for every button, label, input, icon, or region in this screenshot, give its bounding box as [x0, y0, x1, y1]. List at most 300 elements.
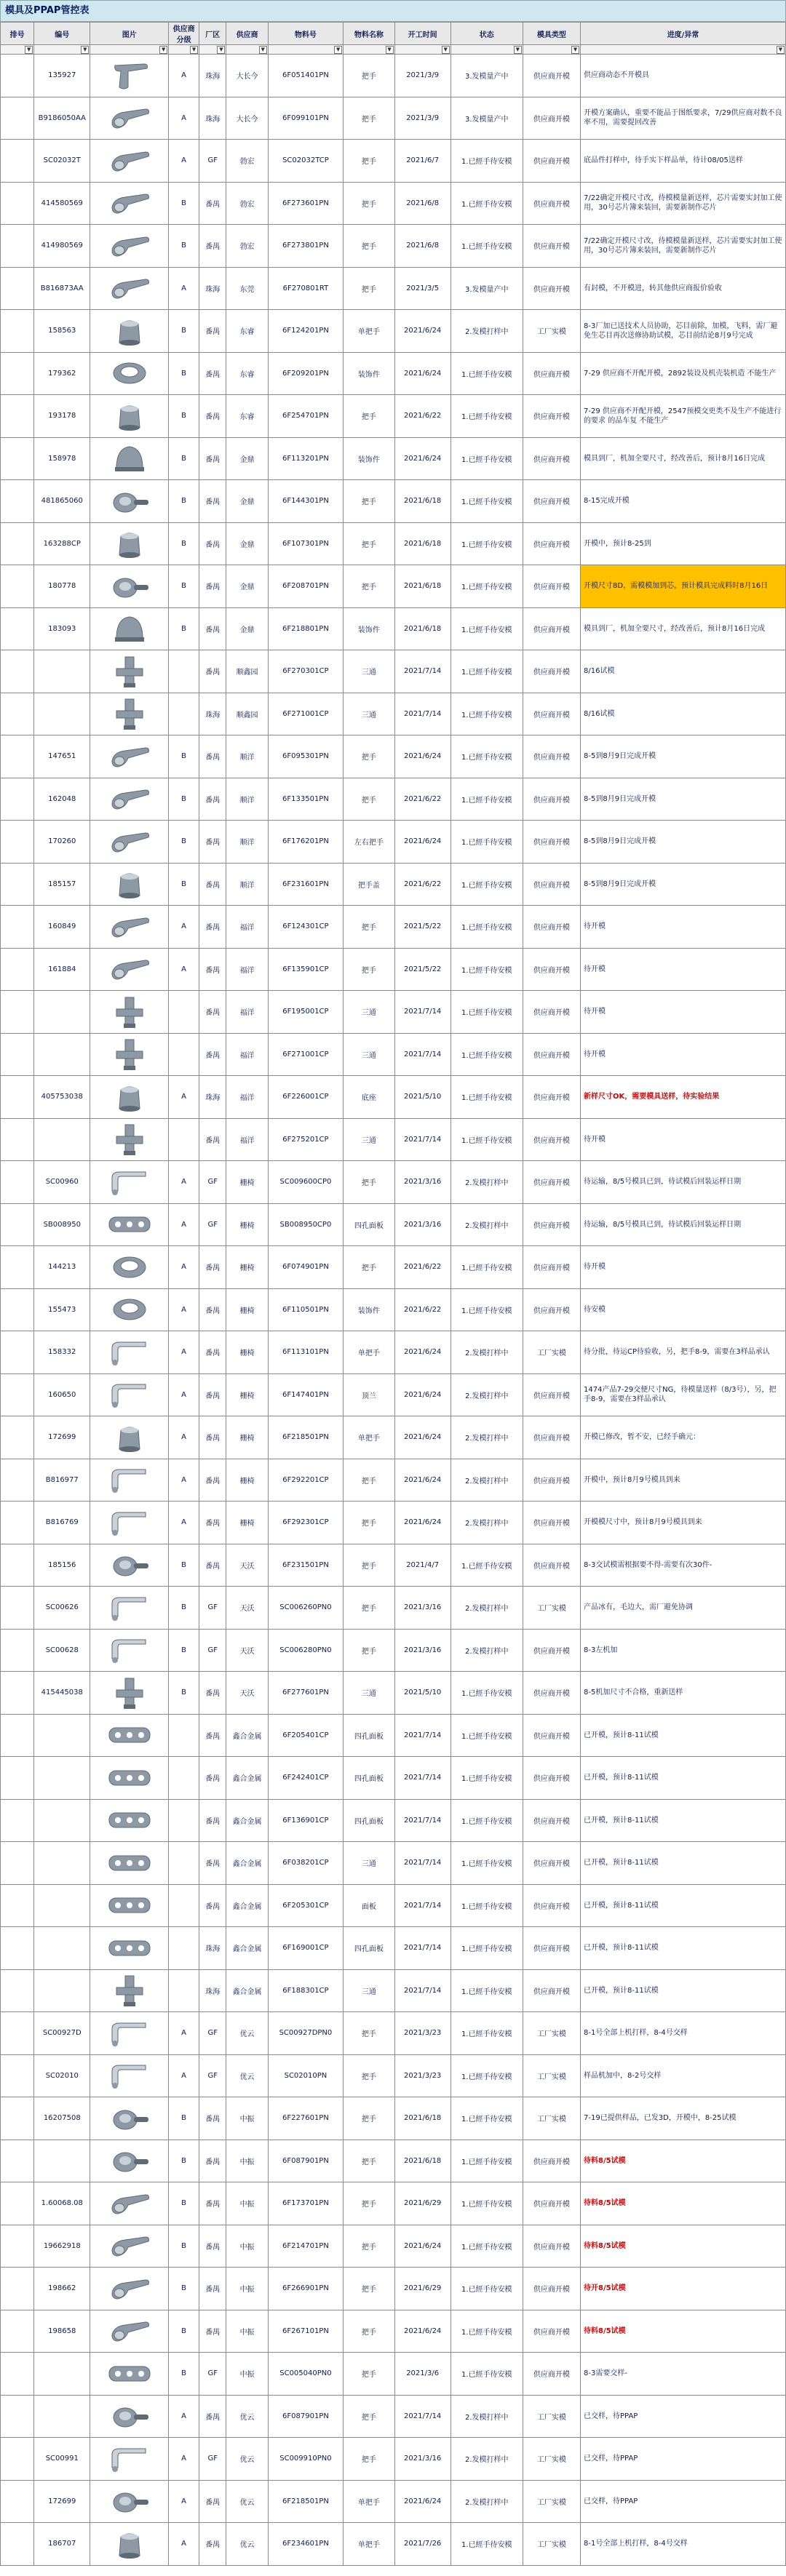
supplier-grade-cell: A — [169, 97, 199, 140]
filter-dropdown-icon[interactable]: ▼ — [217, 46, 225, 54]
part-code-cell: SC00991 — [34, 2438, 90, 2481]
plant-cell: GF — [199, 1161, 226, 1204]
filter-dropdown-icon[interactable]: ▼ — [81, 46, 89, 54]
ring-icon — [106, 1292, 153, 1327]
row-number-cell — [1, 1459, 34, 1502]
supplier-grade-cell: A — [169, 1373, 199, 1416]
material-name-cell: 把手 — [344, 1246, 394, 1289]
material-name-cell: 单把手 — [344, 2480, 394, 2523]
filter-dropdown-icon[interactable]: ▼ — [334, 46, 342, 54]
material-number-cell: 6F095301PN — [268, 735, 343, 778]
start-date-cell: 2021/6/24 — [394, 352, 450, 395]
supplier-cell: 栅椅 — [226, 1502, 268, 1544]
start-date-cell: 2021/6/18 — [394, 480, 450, 523]
row-number-cell — [1, 1203, 34, 1246]
filter-row — [1, 45, 786, 55]
status-cell: 1.已經手待安模 — [450, 1714, 523, 1757]
plant-cell: 番禺 — [199, 480, 226, 523]
material-number-cell: 6F267101PN — [268, 2310, 343, 2353]
mold-type-cell: 工厂实模 — [523, 2395, 580, 2438]
progress-cell: 待运输，8/5号模具已到，待试模后回装运样日期 — [581, 1203, 786, 1246]
mold-type-cell: 供应商开模 — [523, 225, 580, 268]
spout-icon — [106, 2441, 153, 2476]
filter-dropdown-icon[interactable]: ▼ — [259, 46, 267, 54]
mold-type-cell: 供应商开模 — [523, 778, 580, 821]
status-cell: 1.已經手待安模 — [450, 2353, 523, 2396]
progress-cell: 待料8/5试模 — [581, 2310, 786, 2353]
status-cell: 1.已經手待安模 — [450, 1246, 523, 1289]
supplier-grade-cell: A — [169, 906, 199, 949]
table-row — [1, 1544, 786, 1587]
cover-plate-icon — [106, 1846, 153, 1881]
part-code-cell: 170260 — [34, 821, 90, 864]
status-cell: 2.发模打样中 — [450, 1459, 523, 1502]
table-row — [1, 2353, 786, 2396]
picture-cell — [90, 2012, 169, 2055]
knob-icon — [106, 314, 153, 348]
material-number-cell: 6F234601PN — [268, 2523, 343, 2566]
supplier-grade-cell: B — [169, 2353, 199, 2396]
supplier-cell: 栅椅 — [226, 1203, 268, 1246]
filter-dropdown-icon[interactable]: ▼ — [442, 46, 450, 54]
material-number-cell: SC009910PN0 — [268, 2438, 343, 2481]
material-name-cell: 面板 — [344, 1884, 394, 1927]
row-number-cell — [1, 140, 34, 183]
row-number-cell — [1, 1714, 34, 1757]
row-number-cell — [1, 778, 34, 821]
plant-cell: 番禺 — [199, 1544, 226, 1587]
start-date-cell: 2021/7/14 — [394, 1884, 450, 1927]
table-row — [1, 1033, 786, 1076]
material-name-cell: 三通 — [344, 1118, 394, 1161]
part-code-cell: 198662 — [34, 2268, 90, 2310]
material-name-cell: 把手 — [344, 2310, 394, 2353]
progress-cell: 7-19已提供样品，已发3D，开模中，8-25试模 — [581, 2097, 786, 2140]
material-number-cell: 6F099101PN — [268, 97, 343, 140]
plant-cell: 番禺 — [199, 2140, 226, 2182]
supplier-cell: 优云 — [226, 2438, 268, 2481]
material-number-cell: 6F087901PN — [268, 2395, 343, 2438]
plant-cell: 番禺 — [199, 735, 226, 778]
picture-cell — [90, 55, 169, 97]
picture-cell — [90, 1714, 169, 1757]
picture-cell — [90, 1416, 169, 1459]
plant-cell: 番禺 — [199, 821, 226, 864]
part-code-cell: 155473 — [34, 1288, 90, 1331]
plant-cell: 珠海 — [199, 97, 226, 140]
plant-cell: 番禺 — [199, 778, 226, 821]
picture-cell — [90, 1799, 169, 1842]
start-date-cell: 2021/6/7 — [394, 140, 450, 183]
progress-cell: 开模尺寸8D，需模模加到芯，预计模具完成料时8月16日 — [581, 565, 786, 608]
mold-type-cell: 供应商开模 — [523, 1416, 580, 1459]
part-code-cell: 158332 — [34, 1331, 90, 1374]
status-cell: 1.已經手待安模 — [450, 778, 523, 821]
material-name-cell: 四孔面板 — [344, 1203, 394, 1246]
picture-cell — [90, 650, 169, 693]
filter-dropdown-icon[interactable]: ▼ — [571, 46, 579, 54]
picture-cell — [90, 480, 169, 523]
supplier-cell: 鑫合金属 — [226, 1799, 268, 1842]
part-code-cell: 162048 — [34, 778, 90, 821]
mold-type-cell: 供应商开模 — [523, 352, 580, 395]
mold-type-cell: 供应商开模 — [523, 395, 580, 438]
supplier-grade-cell: B — [169, 1544, 199, 1587]
material-name-cell: 把手盖 — [344, 863, 394, 906]
cover-plate-icon — [106, 1803, 153, 1838]
row-number-cell — [1, 906, 34, 949]
lever-handle-icon — [106, 143, 153, 178]
filter-dropdown-icon[interactable]: ▼ — [386, 46, 394, 54]
mold-type-cell: 供应商开模 — [523, 650, 580, 693]
table-row — [1, 97, 786, 140]
plant-cell: 番禺 — [199, 1288, 226, 1331]
mold-type-cell: 工厂实模 — [523, 2523, 580, 2566]
picture-cell — [90, 2225, 169, 2268]
picture-cell — [90, 1587, 169, 1630]
row-number-cell — [1, 2480, 34, 2523]
filter-cell — [581, 45, 786, 55]
table-row — [1, 267, 786, 310]
row-number-cell — [1, 1246, 34, 1289]
supplier-cell: 优云 — [226, 2395, 268, 2438]
material-number-cell: SC02032TCP — [268, 140, 343, 183]
start-date-cell: 2021/6/8 — [394, 182, 450, 225]
status-cell: 1.已經手待安模 — [450, 1799, 523, 1842]
row-number-cell — [1, 1076, 34, 1119]
progress-cell: 已开模，预计8-11试模 — [581, 1757, 786, 1800]
supplier-cell: 顺鑫园 — [226, 693, 268, 735]
material-name-cell: 三通 — [344, 1033, 394, 1076]
part-code-cell — [34, 991, 90, 1034]
table-row — [1, 607, 786, 650]
supplier-grade-cell — [169, 1969, 199, 2012]
table-row — [1, 1842, 786, 1885]
material-number-cell: 6F176201PN — [268, 821, 343, 864]
supplier-cell: 优云 — [226, 2523, 268, 2566]
material-name-cell: 装饰件 — [344, 437, 394, 480]
table-row — [1, 1203, 786, 1246]
supplier-grade-cell: B — [169, 735, 199, 778]
supplier-cell: 鑫合金属 — [226, 1842, 268, 1885]
supplier-grade-cell — [169, 693, 199, 735]
material-name-cell: 把手 — [344, 1502, 394, 1544]
picture-cell — [90, 2268, 169, 2310]
filter-cell — [268, 45, 343, 55]
supplier-grade-cell: A — [169, 1331, 199, 1374]
filter-dropdown-icon[interactable]: ▼ — [159, 46, 167, 54]
row-number-cell — [1, 650, 34, 693]
table-row — [1, 693, 786, 735]
filter-dropdown-icon[interactable]: ▼ — [777, 46, 785, 54]
supplier-grade-cell: B — [169, 778, 199, 821]
filter-cell — [394, 45, 450, 55]
supplier-grade-cell: B — [169, 2140, 199, 2182]
mold-type-cell: 供应商开模 — [523, 821, 580, 864]
supplier-cell: 中振 — [226, 2140, 268, 2182]
table-row — [1, 991, 786, 1034]
material-name-cell: 四孔面板 — [344, 1927, 394, 1970]
table-row — [1, 735, 786, 778]
material-number-cell: 6F209201PN — [268, 352, 343, 395]
material-number-cell: 6F205401CP — [268, 1714, 343, 1757]
mold-type-cell: 供应商开模 — [523, 267, 580, 310]
picture-cell — [90, 1246, 169, 1289]
supplier-cell: 天沃 — [226, 1544, 268, 1587]
table-row — [1, 650, 786, 693]
material-number-cell: 6F273601PN — [268, 182, 343, 225]
faucet-handle-icon — [106, 58, 153, 93]
row-number-cell — [1, 267, 34, 310]
supplier-cell: 栅椅 — [226, 1288, 268, 1331]
progress-cell: 待开模 — [581, 948, 786, 991]
material-number-cell: 6F226001CP — [268, 1076, 343, 1119]
start-date-cell: 2021/6/22 — [394, 1246, 450, 1289]
plant-cell: 番禺 — [199, 2268, 226, 2310]
mold-type-cell: 工厂实模 — [523, 310, 580, 353]
material-number-cell: 6F113101PN — [268, 1331, 343, 1374]
material-number-cell: 6F074901PN — [268, 1246, 343, 1289]
status-cell: 1.已經手待安模 — [450, 1927, 523, 1970]
table-row — [1, 1502, 786, 1544]
supplier-grade-cell: A — [169, 2480, 199, 2523]
row-number-cell — [1, 1842, 34, 1885]
supplier-grade-cell: B — [169, 395, 199, 438]
part-code-cell: 183093 — [34, 607, 90, 650]
start-date-cell: 2021/6/24 — [394, 2480, 450, 2523]
supplier-cell: 顺洋 — [226, 821, 268, 864]
round-handle-icon — [106, 569, 153, 604]
part-code-cell — [34, 1033, 90, 1076]
status-cell: 1.已經手待安模 — [450, 948, 523, 991]
row-number-cell — [1, 2353, 34, 2396]
status-cell: 1.已經手待安模 — [450, 1842, 523, 1885]
picture-cell — [90, 1033, 169, 1076]
plant-cell: 番禺 — [199, 991, 226, 1034]
table-row — [1, 1799, 786, 1842]
filter-dropdown-icon[interactable]: ▼ — [25, 46, 33, 54]
plant-cell: 番禺 — [199, 1842, 226, 1885]
progress-cell: 待运输，8/5号模具已到，待试模后回装运样日期 — [581, 1161, 786, 1204]
table-row — [1, 2140, 786, 2182]
supplier-cell: 栅椅 — [226, 1459, 268, 1502]
progress-cell: 开模方案确认，重要不能品于图纸要求，7/29供应商对数不良率不用，需要提回改善 — [581, 97, 786, 140]
progress-cell: 有封模，不开模进，转其他供应商报价验收 — [581, 267, 786, 310]
status-cell: 1.已經手待安模 — [450, 2054, 523, 2097]
row-number-cell — [1, 182, 34, 225]
row-number-cell — [1, 2523, 34, 2566]
picture-cell — [90, 2097, 169, 2140]
material-number-cell: SC009600CP0 — [268, 1161, 343, 1204]
column-header: 排号 — [1, 23, 34, 45]
part-code-cell — [34, 1118, 90, 1161]
row-number-cell — [1, 352, 34, 395]
start-date-cell: 2021/3/16 — [394, 1587, 450, 1630]
supplier-cell: 东莞 — [226, 267, 268, 310]
picture-cell — [90, 735, 169, 778]
picture-cell — [90, 991, 169, 1034]
knob-icon — [106, 399, 153, 434]
supplier-grade-cell: A — [169, 1416, 199, 1459]
start-date-cell: 2021/3/9 — [394, 97, 450, 140]
supplier-grade-cell: A — [169, 2395, 199, 2438]
material-name-cell: 装饰件 — [344, 607, 394, 650]
material-name-cell: 把手 — [344, 522, 394, 565]
material-name-cell: 把手 — [344, 2353, 394, 2396]
picture-cell — [90, 2182, 169, 2225]
row-number-cell — [1, 2140, 34, 2182]
mold-type-cell: 供应商开模 — [523, 1884, 580, 1927]
status-cell: 1.已經手待安模 — [450, 821, 523, 864]
round-handle-icon — [106, 1547, 153, 1582]
plant-cell: 番禺 — [199, 1672, 226, 1715]
material-number-cell: 6F110501PN — [268, 1288, 343, 1331]
part-code-cell: 198658 — [34, 2310, 90, 2353]
material-number-cell: SC006280PN0 — [268, 1629, 343, 1672]
part-code-cell: SC02032T — [34, 140, 90, 183]
progress-cell: 模具到厂，机加全要尺寸，经改善后，预计8月16日完成 — [581, 607, 786, 650]
progress-cell: 待开模 — [581, 1118, 786, 1161]
table-row — [1, 1714, 786, 1757]
start-date-cell: 2021/3/6 — [394, 2353, 450, 2396]
table-row — [1, 2310, 786, 2353]
plant-cell: 番禺 — [199, 650, 226, 693]
picture-cell — [90, 2054, 169, 2097]
supplier-cell: 优云 — [226, 2012, 268, 2055]
plant-cell: 番禺 — [199, 1799, 226, 1842]
material-name-cell: 把手 — [344, 906, 394, 949]
material-name-cell: 把手 — [344, 1587, 394, 1630]
material-name-cell: 把手 — [344, 1629, 394, 1672]
progress-cell: 供应商动态不开模具 — [581, 55, 786, 97]
status-cell: 1.已經手待安模 — [450, 1969, 523, 2012]
lever-handle-icon — [106, 100, 153, 135]
status-cell: 1.已經手待安模 — [450, 437, 523, 480]
progress-cell: 待开模 — [581, 906, 786, 949]
supplier-cell: 中振 — [226, 2353, 268, 2396]
picture-cell — [90, 2523, 169, 2566]
material-number-cell: 6F113201PN — [268, 437, 343, 480]
picture-cell — [90, 821, 169, 864]
start-date-cell: 2021/6/22 — [394, 863, 450, 906]
material-name-cell: 装饰件 — [344, 1288, 394, 1331]
material-number-cell: 6F195001CP — [268, 991, 343, 1034]
mold-type-cell: 工厂实模 — [523, 1331, 580, 1374]
picture-cell — [90, 1672, 169, 1715]
supplier-cell: 东睿 — [226, 310, 268, 353]
row-number-cell — [1, 1799, 34, 1842]
plant-cell: 番禺 — [199, 863, 226, 906]
column-header: 状态 — [450, 23, 523, 45]
mold-type-cell: 供应商开模 — [523, 607, 580, 650]
mold-type-cell: 工厂实模 — [523, 2054, 580, 2097]
material-number-cell: 6F231601PN — [268, 863, 343, 906]
material-name-cell: 把手 — [344, 1459, 394, 1502]
plant-cell: 番禺 — [199, 1459, 226, 1502]
status-cell: 2.发模打样中 — [450, 2395, 523, 2438]
start-date-cell: 2021/3/16 — [394, 1203, 450, 1246]
supplier-grade-cell: A — [169, 1459, 199, 1502]
mold-type-cell: 供应商开模 — [523, 1757, 580, 1800]
row-number-cell — [1, 2054, 34, 2097]
cover-plate-icon — [106, 1760, 153, 1795]
progress-cell: 待开模 — [581, 1246, 786, 1289]
progress-cell: 8/16试模 — [581, 650, 786, 693]
start-date-cell: 2021/7/14 — [394, 2395, 450, 2438]
progress-cell: 8-3交试模需根据要不得-需要有次30件- — [581, 1544, 786, 1587]
progress-cell: 待料8/5试模 — [581, 2225, 786, 2268]
picture-cell — [90, 437, 169, 480]
progress-cell: 7/22确定开模尺寸改，待模模量新送样，芯片需要实封加工使用，30号芯片簿来装回，需要新制作芯片 — [581, 225, 786, 268]
round-handle-icon — [106, 2101, 153, 2136]
mold-type-cell: 供应商开模 — [523, 522, 580, 565]
part-code-cell — [34, 1927, 90, 1970]
column-header: 编号 — [34, 23, 90, 45]
material-number-cell: 6F188301CP — [268, 1969, 343, 2012]
lever-handle-icon — [106, 824, 153, 859]
picture-cell — [90, 1969, 169, 2012]
table-row — [1, 480, 786, 523]
mold-type-cell: 供应商开模 — [523, 1288, 580, 1331]
plant-cell: 番禺 — [199, 565, 226, 608]
start-date-cell: 2021/7/14 — [394, 1969, 450, 2012]
start-date-cell: 2021/7/14 — [394, 1118, 450, 1161]
picture-cell — [90, 352, 169, 395]
status-cell: 1.已經手待安模 — [450, 1884, 523, 1927]
plant-cell: 番禺 — [199, 2395, 226, 2438]
start-date-cell: 2021/6/24 — [394, 2310, 450, 2353]
material-name-cell: 单把手 — [344, 1416, 394, 1459]
progress-cell: 7/22确定开模尺寸改，待模模量新送样，芯片需要实封加工使用，30号芯片簿来装回，需要新制作芯片 — [581, 182, 786, 225]
mold-type-cell: 供应商开模 — [523, 55, 580, 97]
row-number-cell — [1, 565, 34, 608]
status-cell: 1.已經手待安模 — [450, 1757, 523, 1800]
progress-cell: 开模中，预计8-25到 — [581, 522, 786, 565]
status-cell: 2.发模打样中 — [450, 1629, 523, 1672]
material-number-cell: 6F271001CP — [268, 1033, 343, 1076]
row-number-cell — [1, 693, 34, 735]
material-name-cell: 四孔面板 — [344, 1714, 394, 1757]
material-number-cell: 6F107301PN — [268, 522, 343, 565]
table-row — [1, 1246, 786, 1289]
material-name-cell: 把手 — [344, 2395, 394, 2438]
status-cell: 3.发模量产中 — [450, 55, 523, 97]
progress-cell: 8-3需要交样- — [581, 2353, 786, 2396]
supplier-cell: 中振 — [226, 2097, 268, 2140]
material-name-cell: 把手 — [344, 2268, 394, 2310]
picture-cell — [90, 2480, 169, 2523]
supplier-grade-cell: A — [169, 2054, 199, 2097]
supplier-cell: 栅椅 — [226, 1331, 268, 1374]
sheet-title: 模具及PPAP管控表 — [0, 0, 786, 22]
table-row — [1, 2182, 786, 2225]
tee-fitting-icon — [106, 1122, 153, 1157]
table-row — [1, 1118, 786, 1161]
spout-icon — [106, 1505, 153, 1540]
start-date-cell: 2021/6/24 — [394, 1416, 450, 1459]
progress-cell: 8-5到8月9日完成开模 — [581, 821, 786, 864]
plant-cell: 番禺 — [199, 1373, 226, 1416]
material-name-cell: 底座 — [344, 1076, 394, 1119]
table-row — [1, 863, 786, 906]
filter-dropdown-icon[interactable]: ▼ — [514, 46, 522, 54]
plant-cell: 番禺 — [199, 607, 226, 650]
part-code-cell — [34, 1757, 90, 1800]
mold-type-cell: 供应商开模 — [523, 1502, 580, 1544]
start-date-cell: 2021/6/24 — [394, 1331, 450, 1374]
filter-dropdown-icon[interactable]: ▼ — [190, 46, 198, 54]
tee-fitting-icon — [106, 696, 153, 731]
